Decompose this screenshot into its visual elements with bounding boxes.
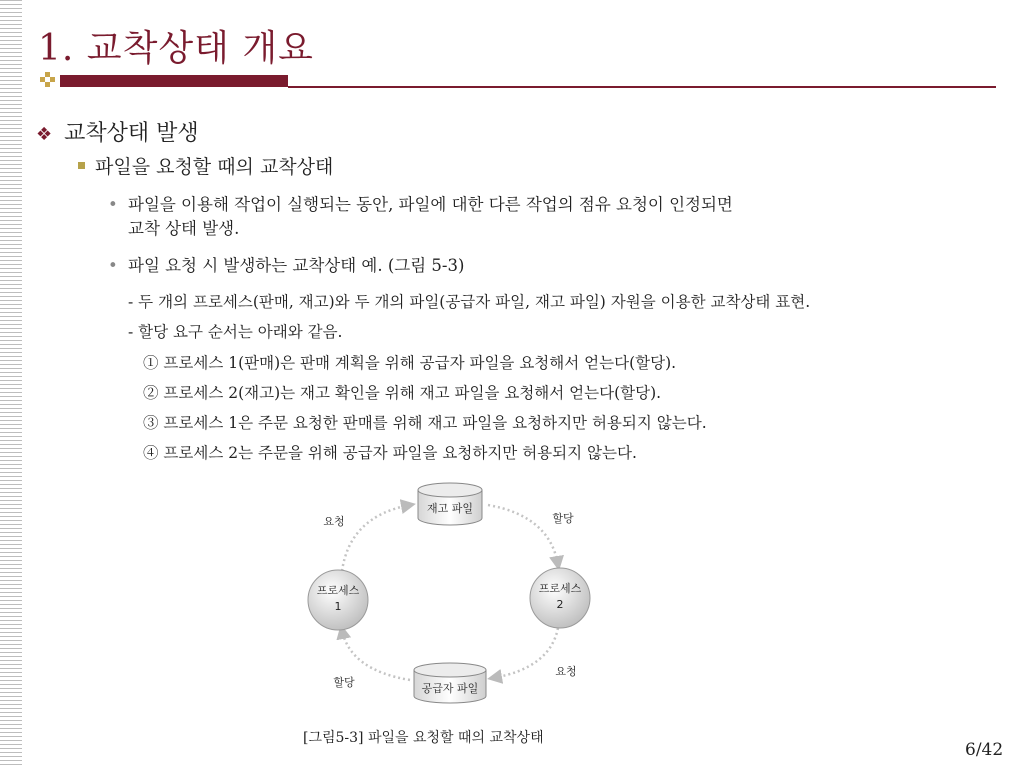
process2-label: 프로세스 [538, 582, 582, 595]
bullet-level3-item [108, 193, 733, 241]
dash-item: - 두 개의 프로세스(판매, 재고)와 두 개의 파일(공급자 파일, 재고 파일) 자원을 이용한 교착상태 표현. [128, 293, 811, 311]
diamond-bullet-icon: ❖ [36, 124, 53, 145]
label-request-bottom-right: 요청 [555, 665, 577, 678]
title-decoration-icon [40, 72, 56, 88]
arrow-allocate-top-right [488, 505, 558, 565]
process2-node [530, 568, 590, 628]
deadlock-diagram [300, 478, 600, 722]
numbered-step: ③ 프로세스 1은 주문 요청한 판매를 위해 재고 파일을 요청하지만 허용되지 않는다. [143, 414, 707, 432]
inventory-file-label: 재고 파일 [426, 502, 474, 515]
page-number: 6/42 [965, 740, 1004, 760]
label-request-top-left: 요청 [323, 515, 345, 528]
slide-title: 1. 교착상태 개요 [38, 28, 314, 69]
numbered-step: ② 프로세스 2(재고)는 재고 확인을 위해 재고 파일을 요청해서 얻는다(할당). [143, 384, 662, 402]
bullet-level3-line: 파일을 이용해 작업이 실행되는 동안, 파일에 대한 다른 작업의 점유 요청이 인정되면 [128, 195, 733, 214]
dash-item: - 할당 요구 순서는 아래와 같음. [128, 323, 343, 341]
square-bullet-icon [78, 162, 85, 169]
figure-caption: [그림5-3] 파일을 요청할 때의 교착상태 [303, 730, 544, 746]
arrow-request-bottom-right [493, 628, 558, 678]
process1-node [308, 570, 368, 630]
bullet-level3-item [108, 254, 464, 278]
bullet-level1-text: 교착상태 발생 [64, 121, 199, 146]
process2-number: 2 [556, 598, 564, 611]
title-rule-thick [60, 75, 288, 87]
supplier-file-cylinder [414, 663, 486, 703]
arrow-allocate-bottom-left [342, 630, 410, 680]
arrow-request-top-left [342, 505, 410, 571]
bullet-level2 [78, 152, 333, 179]
bullet-level1 [36, 116, 199, 147]
bullet-level2-text: 파일을 요청할 때의 교착상태 [95, 156, 334, 178]
dot-bullet-icon: • [108, 256, 118, 275]
title-rule-thin [288, 86, 996, 88]
dot-bullet-icon: • [108, 195, 118, 214]
bullet-level3-line: 교착 상태 발생. [128, 219, 240, 238]
inventory-file-cylinder [418, 483, 482, 525]
bullet-level3-line: 파일 요청 시 발생하는 교착상태 예. (그림 5-3) [128, 256, 465, 275]
supplier-file-label: 공급자 파일 [421, 682, 479, 695]
process1-number: 1 [334, 600, 342, 613]
numbered-step: ① 프로세스 1(판매)은 판매 계획을 위해 공급자 파일을 요청해서 얻는다(할당). [143, 354, 677, 372]
numbered-step: ④ 프로세스 2는 주문을 위해 공급자 파일을 요청하지만 허용되지 않는다. [143, 444, 637, 462]
left-stripe-decoration [0, 0, 22, 768]
process1-label: 프로세스 [316, 584, 360, 597]
label-allocate-bottom-left: 할당 [333, 676, 355, 689]
label-allocate-top-right: 할당 [552, 512, 574, 525]
